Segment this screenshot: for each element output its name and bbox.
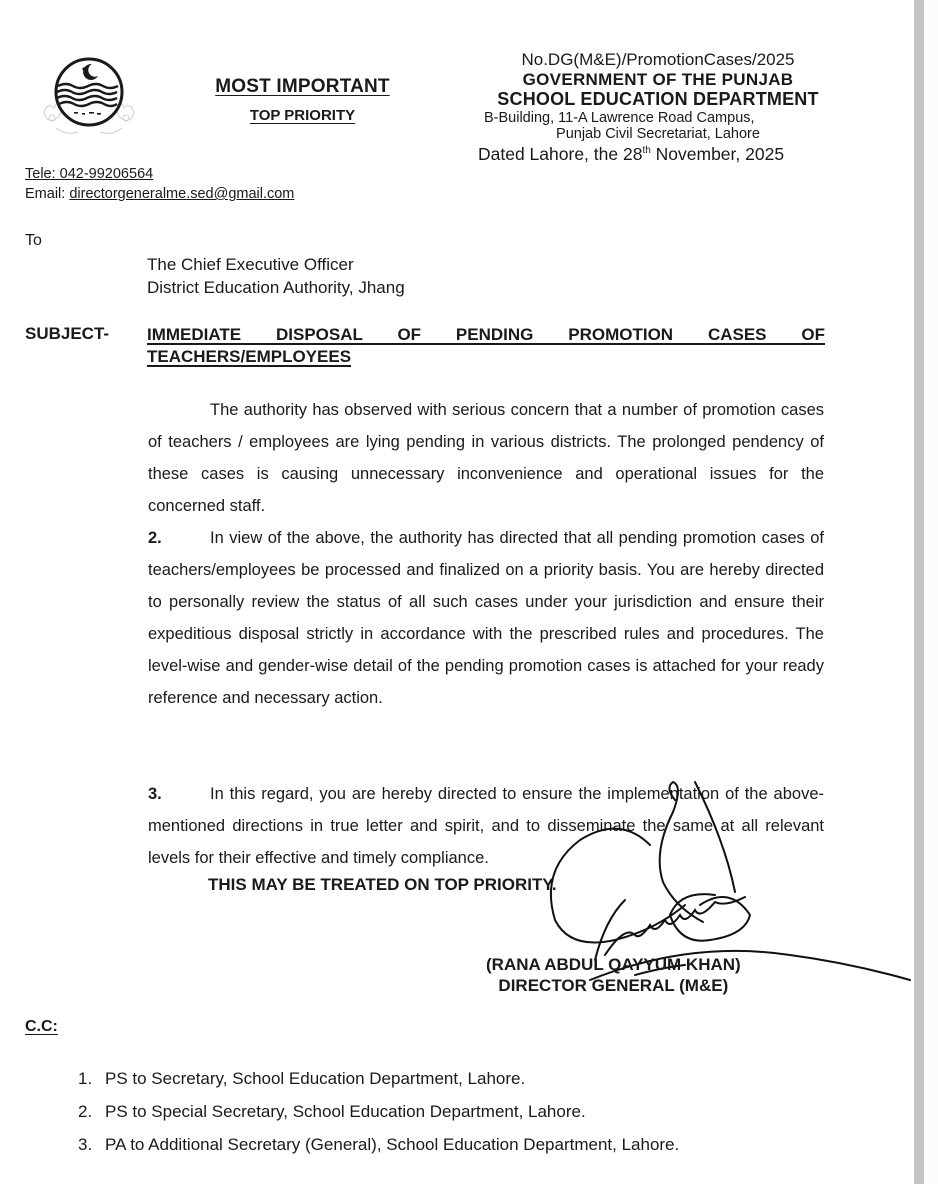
most-important-label: MOST IMPORTANT [215, 76, 390, 97]
letterhead-block [476, 50, 840, 164]
date-rest: November, 2025 [650, 144, 785, 165]
address-line-2: Punjab Civil Secretariat, Lahore [556, 126, 760, 143]
cc-label: C.C: [25, 1018, 58, 1035]
page-edge-margin [924, 0, 938, 1184]
punjab-government-emblem [34, 52, 144, 140]
priority-heading [190, 76, 415, 124]
email-label: Email: [25, 186, 70, 202]
paragraph-number: 3. [148, 785, 162, 803]
addressee-line-1: The Chief Executive Officer [147, 255, 354, 274]
cc-item [78, 1095, 679, 1128]
addressee-line-2: District Education Authority, Jhang [147, 278, 405, 297]
signatory-block [486, 954, 741, 996]
to-label: To [25, 232, 42, 249]
page-edge-strip [914, 0, 924, 1184]
paragraph-2-text: In view of the above, the authority has directed that all pending promotion cases of teachers/employees be processed and finalized on a priority basis. You are hereby directed to personally review the status of all such cases under your jurisdiction and ensure their expeditious disposal strictly in accordance with the prescribed rules and procedures. The level-wise and gender-wise detail of the pending promotion cases is attached for your ready reference and necessary action. [148, 529, 824, 707]
cc-item [78, 1062, 679, 1095]
reference-number: No.DG(M&E)/PromotionCases/2025 [521, 50, 795, 69]
subject-title: IMMEDIATE DISPOSAL OF PENDING PROMOTION CASES OF TEACHERS/EMPLOYEES [147, 325, 825, 366]
telephone: Tele: 042-99206564 [25, 166, 154, 182]
cc-item-text: PS to Special Secretary, School Education Department, Lahore. [105, 1102, 586, 1121]
subject-label: SUBJECT- [25, 324, 110, 343]
addressee [147, 253, 405, 299]
date-ordinal: th [642, 145, 651, 157]
cc-item-number: 1. [78, 1069, 93, 1088]
email-link[interactable]: directorgeneralme.sed@gmail.com [69, 186, 295, 202]
department-name: SCHOOL EDUCATION DEPARTMENT [497, 89, 819, 110]
signatory-designation: DIRECTOR GENERAL (M&E) [498, 976, 729, 995]
address-line-1: B-Building, 11-A Lawrence Road Campus, [484, 109, 755, 126]
paragraph-number: 2. [148, 529, 162, 547]
paragraph-1: The authority has observed with serious concern that a number of promotion cases of teachers / employees are lying pending in various districts. The prolonged pendency of these cases is causing unnecessary inconvenience and operational issues for the concerned staff. [148, 401, 824, 515]
top-priority-instruction: THIS MAY BE TREATED ON TOP PRIORITY. [208, 875, 557, 894]
government-name: GOVERNMENT OF THE PUNJAB [522, 69, 794, 89]
contact-info [25, 164, 294, 204]
top-priority-label: TOP PRIORITY [249, 107, 356, 124]
cc-item-text: PS to Secretary, School Education Department, Lahore. [105, 1069, 526, 1088]
cc-item-number: 2. [78, 1102, 93, 1121]
paragraph-3-text: In this regard, you are hereby directed to ensure the implementation of the above-mentioned directions in true letter and spirit, and to disseminate the same at all relevant levels for their effective and timely compliance. [148, 785, 824, 867]
date-line [476, 144, 840, 164]
date-prefix: Dated Lahore, the 28 [478, 144, 643, 165]
cc-item-number: 3. [78, 1135, 93, 1154]
cc-item [78, 1128, 679, 1161]
cc-item-text: PA to Additional Secretary (General), School Education Department, Lahore. [105, 1135, 680, 1154]
paragraph-2 [148, 522, 824, 714]
signatory-name: (RANA ABDUL QAYYUM KHAN) [486, 955, 741, 974]
cc-list [78, 1062, 679, 1161]
subject-text [147, 324, 825, 368]
email-line [25, 184, 294, 204]
